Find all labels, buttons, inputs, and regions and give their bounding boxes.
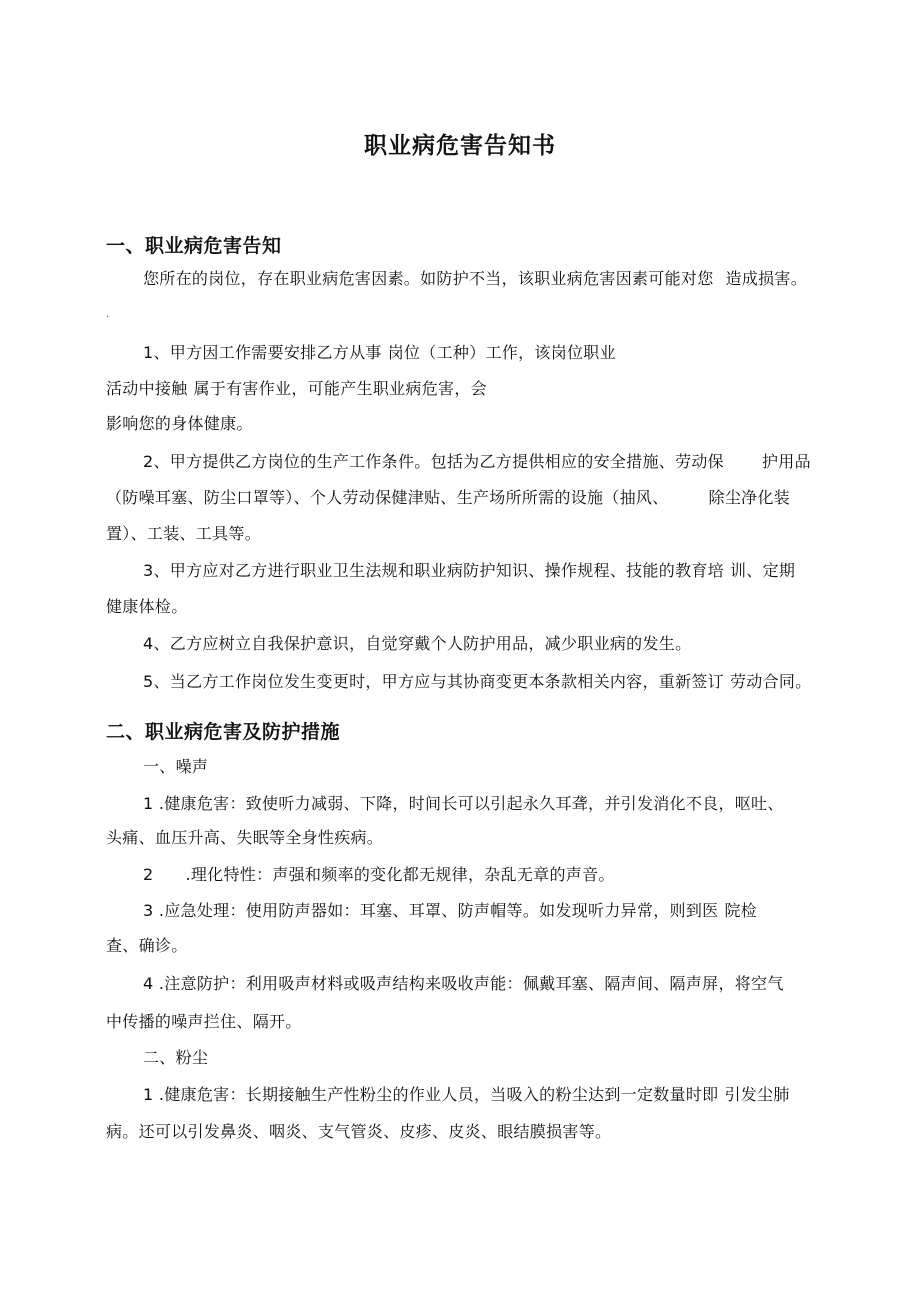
item2-line1 xyxy=(143,452,811,472)
noise-p2-num: 2 xyxy=(143,865,154,884)
dust-heading: 二、粉尘 xyxy=(143,1048,209,1067)
item1-line1-a: 1、甲方因工作需要安排乙方从事 xyxy=(143,343,382,362)
item1-line2-a: 活动中接触 xyxy=(106,379,188,398)
noise-p3-line1-b: 院检 xyxy=(724,901,758,920)
item1-line3: 影响您的身体健康。 xyxy=(106,414,253,433)
item2-line2-a: （防噪耳塞、防尘口罩等）、个人劳动保健津贴、生产场所所需的设施（抽风、 xyxy=(106,488,669,507)
item5-line xyxy=(143,672,812,692)
item5-part-a: 5、当乙方工作岗位发生变更时，甲方应与其协商变更本条款相关内容，重新签订 xyxy=(143,672,724,691)
item3-line1 xyxy=(143,561,795,581)
item1-line1 xyxy=(143,343,616,363)
dust-p1-line1-b: 引发尘肺 xyxy=(724,1085,790,1104)
noise-p1-line2: 头痛、血压升高、失眠等全身性疾病。 xyxy=(106,828,384,847)
noise-p1-line1: 1 .健康危害：致使听力减弱、下降，时间长可以引起永久耳聋，并引发消化不良，呕吐、 xyxy=(143,794,784,813)
noise-p2-line xyxy=(143,865,615,885)
item2-line3: 置）、工装、工具等。 xyxy=(106,524,262,543)
noise-p3-line1-a: 3 .应急处理：使用防声器如：耳塞、耳罩、防声帽等。如发现听力异常，则到医 xyxy=(143,901,719,920)
item4-line: 4、乙方应树立自我保护意识，自觉穿戴个人防护用品，减少职业病的发生。 xyxy=(143,634,692,653)
dust-p1-line1 xyxy=(143,1085,790,1105)
stray-mark: . xyxy=(106,309,110,320)
noise-heading: 一、噪声 xyxy=(143,757,209,776)
section1-heading: 一、职业病危害告知 xyxy=(106,235,282,257)
item2-line2-b: 除尘净化装 xyxy=(708,488,791,507)
item3-line1-b: 训、定期 xyxy=(729,561,796,580)
noise-p4-line2: 中传播的噪声拦住、隔开。 xyxy=(106,1012,302,1031)
item5-part-b: 劳动合同。 xyxy=(729,672,812,691)
item3-line1-a: 3、甲方应对乙方进行职业卫生法规和职业病防护知识、操作规程、技能的教育培 xyxy=(143,561,724,580)
item2-line1-a: 2、甲方提供乙方岗位的生产工作条件。包括为乙方提供相应的安全措施、劳动保 xyxy=(143,452,724,471)
noise-p3-line1 xyxy=(143,901,757,921)
noise-p3-line2: 查、确诊。 xyxy=(106,936,188,955)
item1-line2 xyxy=(106,379,487,399)
section1-intro xyxy=(143,269,807,289)
section2-heading: 二、职业病危害及防护措施 xyxy=(106,721,341,743)
dust-p1-line2: 病。还可以引发鼻炎、咽炎、支气管炎、皮疹、皮炎、眼结膜损害等。 xyxy=(106,1122,612,1141)
item1-line1-b: 岗位（工种）工作，该岗位职业 xyxy=(387,343,616,362)
document-title: 职业病危害告知书 xyxy=(364,133,556,159)
dust-p1-line1-a: 1 .健康危害：长期接触生产性粉尘的作业人员，当吸入的粉尘达到一定数量时即 xyxy=(143,1085,719,1104)
item2-line2 xyxy=(106,488,790,508)
item2-line1-b: 护用品 xyxy=(761,452,811,471)
item1-line2-b: 属于有害作业，可能产生职业病危害，会 xyxy=(193,379,487,398)
item3-line2: 健康体检。 xyxy=(106,597,188,616)
noise-p2-text: .理化特性：声强和频率的变化都无规律，杂乱无章的声音。 xyxy=(185,865,615,884)
intro-part-a: 您所在的岗位，存在职业病危害因素。如防护不当，该职业病危害因素可能对您 xyxy=(143,269,714,288)
intro-part-b: 造成损害。 xyxy=(725,269,808,288)
noise-p4-line1: 4 .注意防护：利用吸声材料或吸声结构来吸收声能：佩戴耳塞、隔声间、隔声屏，将空气 xyxy=(143,974,784,993)
